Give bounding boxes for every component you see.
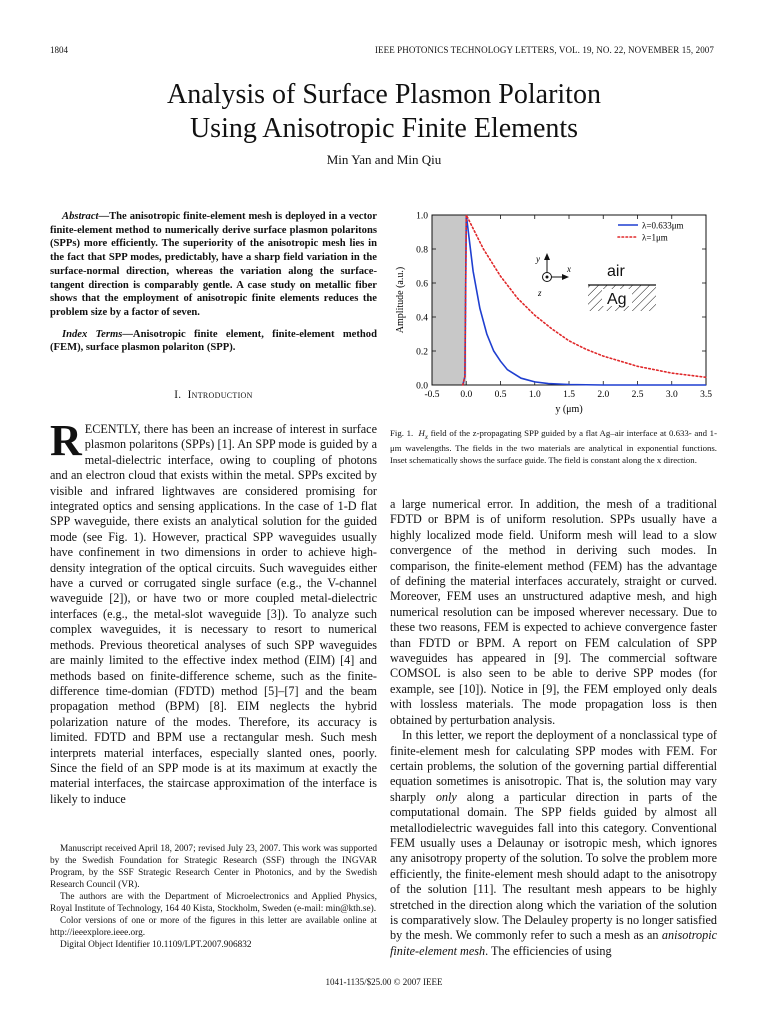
index-terms-label: Index Terms: [62, 328, 123, 340]
figure-caption: [390, 428, 717, 467]
x-tick-label: -0.5: [424, 390, 440, 400]
right-paragraph-2: In this letter, we report the deployment of a nonclassical type of finite-element mesh for calculating SPP modes with FEM. For certain problems, the solution of the governing partial differential equation sometimes is anisotropic. That is, the solution may vary sharply only along a particular direction in parts of the computational domain. The SPP fields guided by almost all metallodielectric waveguides fall into this category. Conventional FEM usually uses a Delaunay or isotropic mesh, which ignores any anisotropy property of the solution. To solve the problem more efficiently, the finite-element mesh should adapt to the anisotropy of the solution [11]. The resultant mesh appears to be highly stretched in the direction along which the variation of the solution is comparatively slow. The Delauley property is no longer satisfied by the mesh. We commonly refer to such a mesh as an anisotropic finite-element mesh. The efficiencies of using: [390, 728, 717, 958]
y-tick-label: 0.4: [416, 313, 428, 324]
abstract-text: The anisotropic finite-element mesh is deployed in a vector finite-element method to numerically derive surface plasmon polaritons (SPPs) more efficiently. The superiority of the anisotropic mesh lies in the fact that SPP modes, predictably, have a sharp field variation in the surface-normal direction, whereas the variation along the surface-tangent direction is comparably gentle. A case study on metallic fiber shows that the employment of anisotropic finite elements reduces the problem size by a factor of seven.: [50, 211, 377, 318]
figure-1: [390, 205, 720, 425]
axis-y-arrowhead: [544, 253, 550, 260]
copyright-footer: 1041-1135/$25.00 © 2007 IEEE: [325, 977, 443, 987]
y-tick-label: 0.6: [416, 279, 428, 290]
authors: Min Yan and Min Qiu: [326, 152, 442, 167]
footnote-doi: Digital Object Identifier 10.1109/LPT.2007.906832: [60, 940, 252, 950]
section-heading: [50, 389, 377, 401]
footnote-manuscript: Manuscript received April 18, 2007; revised July 23, 2007. This work was supported by the Swedish Foundation for Strategic Research (SSF) through the INGVAR Program, by the SSF Strategic Research Center in Photonics, and by the Swedish Research Council (VR).: [50, 844, 377, 890]
section-number: I.: [174, 389, 182, 401]
right-paragraph-1: a large numerical error. In addition, the mesh of a traditional FDTD or BPM is of uniform resolution. SPPs usually have a highly localized mode field. Uniform mesh will lead to a slow convergence of the method in deriving such modes. In comparison, the finite-element method (FEM) has the advantage of defining the material interfaces accurately, straight or curved. Moreover, FEM uses an unstructured adaptive mesh, and high numerical resolution can be imposed wherever necessary. Due to these two reasons, FEM is expected to achieve convergence faster than FDTD or BPM. A report on FEM calculation of SPP waveguides has appeared in [9]. The commercial software COMSOL is also seen to be able to derive SPP modes (for example, see [10]). Notice in [9], the FEM employed only deals with lossless materials. The mode propagation loss is then obtained by perturbation analysis.: [390, 497, 717, 727]
abstract-label: Abstract: [62, 211, 99, 222]
inset-schematic: [535, 253, 656, 311]
legend-label-2: λ=1μm: [642, 232, 668, 243]
legend-label-1: λ=0.633μm: [642, 220, 684, 231]
footnote-color: Color versions of one or more of the figures in this letter are available online at http://ieeexplore.ieee.org.: [50, 916, 377, 938]
title-line-2: Using Anisotropic Finite Elements: [189, 113, 579, 144]
footnote-authors: The authors are with the Department of Microelectronics and Applied Physics, Royal Institute of Technology, 164 40 Kista, Stockholm, Sweden (e-mail: min@kth.se).: [50, 892, 377, 914]
figure-caption-text: field of the z-propagating SPP guided by a flat Ag–air interface at 0.633- and 1-μm wavelengths. The fields in the two materials are analytical in exponential functions. Inset schematically shows the surface guide. The field is constant along the x direction.: [390, 428, 718, 465]
inset-ag-label: Ag: [607, 291, 627, 308]
index-terms-text: Anisotropic finite element, finite-element method (FEM), surface plasmon polariton (SPP).: [50, 328, 377, 354]
footnotes: [50, 843, 377, 951]
y-tick-label: 0.0: [416, 381, 428, 392]
axis-x-label: x: [567, 264, 571, 274]
x-tick-label: 0.5: [494, 390, 507, 400]
y-axis-label: Amplitude (a.u.): [395, 266, 406, 334]
caption-symbol: H: [418, 428, 425, 438]
figure-caption-label: Fig. 1.: [390, 428, 414, 438]
axis-z-label: z: [538, 288, 542, 298]
paper-title: [0, 78, 768, 146]
x-tick-label: 0.0: [460, 390, 473, 400]
x-tick-label: 3.5: [700, 390, 712, 400]
body-left-column: [50, 416, 377, 807]
x-tick-label: 1.5: [563, 390, 575, 400]
series-line-1: [463, 215, 706, 385]
x-tick-label: 3.0: [665, 390, 678, 400]
y-tick-label: 0.8: [416, 245, 428, 256]
section-title: Introduction: [187, 389, 253, 401]
x-axis-label: y (μm): [555, 404, 583, 415]
amplitude-chart: [390, 205, 720, 425]
body-right-column: [390, 497, 717, 959]
axis-y-label: y: [536, 254, 540, 264]
title-line-1: Analysis of Surface Plasmon Polariton: [167, 79, 601, 110]
inset-air-label: air: [607, 263, 625, 280]
journal-header: IEEE PHOTONICS TECHNOLOGY LETTERS, VOL. 19, NO. 22, NOVEMBER 15, 2007: [374, 45, 714, 55]
caption-subscript: x: [424, 432, 428, 441]
y-tick-label: 1.0: [416, 211, 428, 222]
abstract-block: Abstract—The anisotropic finite-element mesh is deployed in a vector finite-element method to numerically derive surface plasmon polaritons (SPPs) more efficiently. The superiority of the anisotropic mesh lies in the fact that SPP modes, predictably, have a sharp field variation in the surface-normal direction, whereas the variation along the surface-tangent direction is comparably gentle. A case study on metallic fiber shows that the employment of anisotropic finite elements reduces the problem size by a factor of seven. Index Terms—Anisotropic finite element, finite-element method (FEM), surface plasmon polariton (SPP).: [50, 211, 377, 354]
intro-paragraph: ECENTLY, there has been an increase of interest in surface plasmon polaritons (SPPs) [1]. An SPP mode is guided by a metal-dielectric interface, owing to coupling of photons and an electron cloud that exists within the metal. SPPs excited by visible and infrared lightwaves are considered promising for integrated optics and sensing applications. In the case of 1-D flat SPP waveguide, there exists an analytical solution for the guided mode (see Fig. 1). However, practical SPP waveguides usually have confinement in two dimensions in order to achieve high-density integration of the optical circuits. Such waveguides either have a curved or corrugated single surface (e.g., the V-channel waveguide [2]), or have two or more coupled metal-dielectric interfaces (e.g., the metal-slot waveguide [3]). To analyze such complex waveguides, it is necessary to resort to numerical methods. Previous theoretical analyses of such SPP waveguides are mainly limited to the effective index method (EIM) [4] and methods based on finite-difference scheme, such as the finite-difference time-domian (FDTD) method [5]–[7] and the beam propagation method (BPM) [8]. EIM neglects the hybrid polarization nature of the modes. Therefore, its accuracy is limited. FDTD and BPM use a rectangular mesh. Such mesh interprets material interfaces, especially slanted ones, poorly. Since the field of an SPP mode is at its maximum at exactly the material interfaces, the staircase approximation of the interface is likely to induce: [50, 422, 377, 806]
emphasis-only: only: [435, 789, 457, 804]
emphasis-term: anisotropic finite-element mesh: [390, 928, 717, 958]
x-tick-label: 2.5: [631, 390, 644, 400]
metal-region: [432, 215, 466, 385]
page-number: 1804: [50, 45, 68, 55]
y-tick-label: 0.2: [416, 347, 428, 358]
axis-x-arrowhead: [562, 274, 569, 280]
x-tick-label: 1.0: [528, 390, 541, 400]
drop-cap: R: [50, 416, 82, 465]
x-tick-label: 2.0: [597, 390, 610, 400]
